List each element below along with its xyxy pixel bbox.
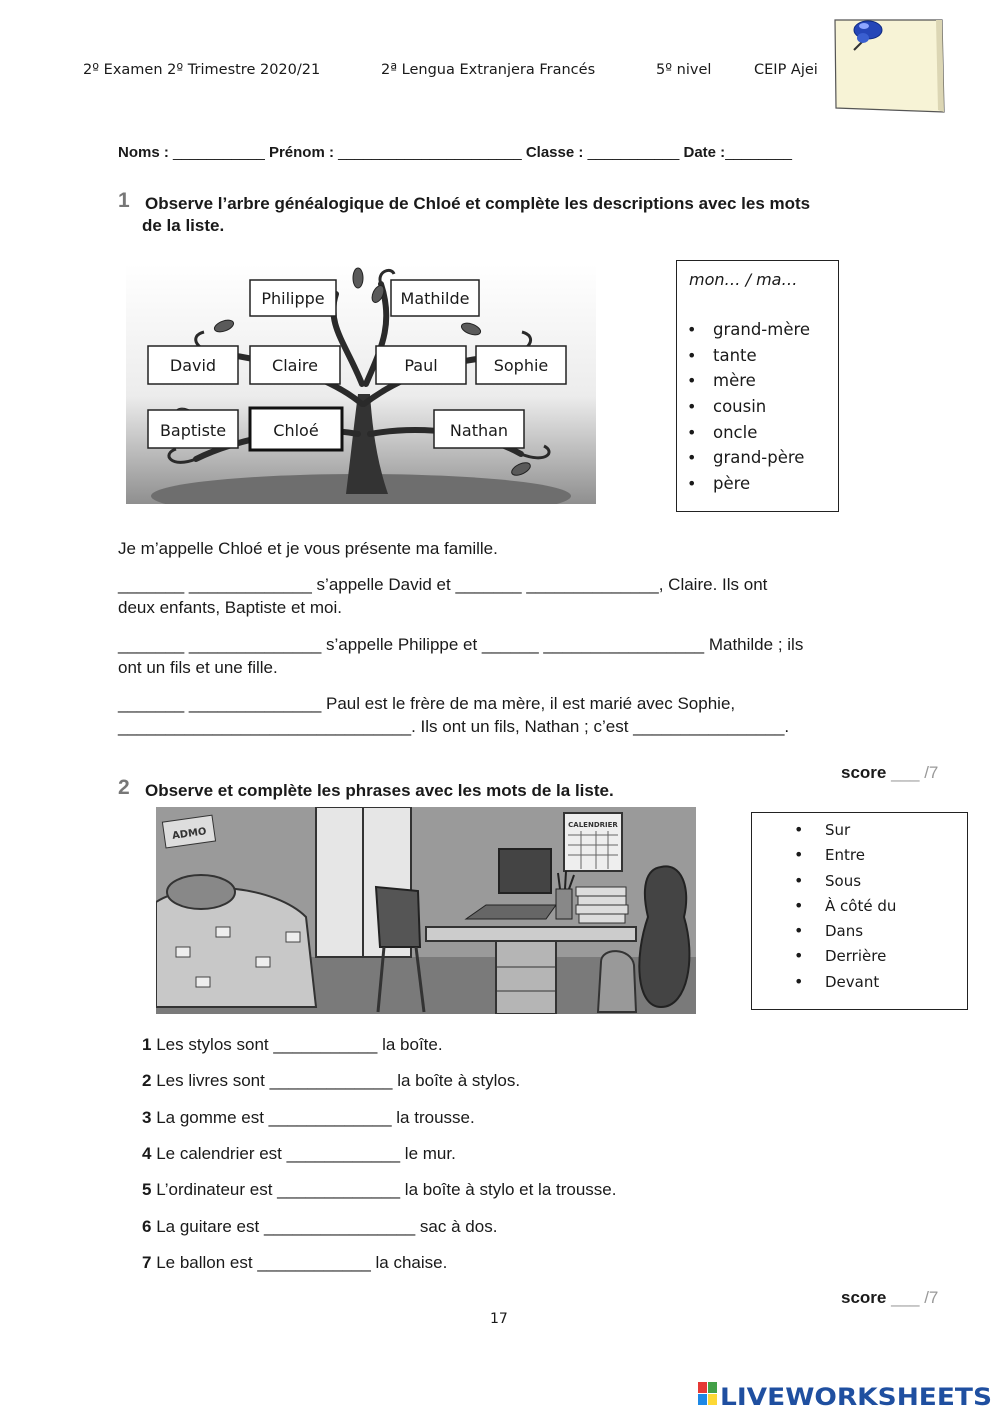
word-item: • Dans — [794, 922, 896, 947]
word-item: • Sous — [794, 872, 896, 897]
q2-sentence-5[interactable]: 5 L’ordinateur est _____________ la boîte à stylo et la trousse. — [142, 1180, 617, 1199]
family-word-box — [676, 260, 839, 512]
svg-text:Sophie: Sophie — [493, 356, 549, 375]
field-label-classe: Classe : — [525, 144, 584, 161]
q1-score-label: score — [841, 763, 887, 782]
field-label-noms: Noms : — [118, 144, 169, 161]
student-info-line — [118, 144, 792, 161]
word-item: • Entre — [794, 846, 896, 871]
q2-sentence-3[interactable]: 3 La gomme est _____________ la trousse. — [142, 1108, 475, 1127]
tree-box-paul — [376, 346, 466, 384]
q2-score-label: score — [841, 1288, 887, 1307]
field-classe[interactable]: ___________ — [587, 144, 680, 161]
svg-text:Claire: Claire — [272, 356, 318, 375]
word-item: • père — [687, 474, 810, 500]
word-item: • mère — [687, 371, 810, 397]
logo-text: LIVEWORKSHEETS — [720, 1383, 992, 1411]
tree-box-claire — [250, 346, 340, 384]
word-item: • Devant — [794, 973, 896, 998]
q1-paragraph-1[interactable] — [118, 573, 878, 619]
word-item: • Derrière — [794, 947, 896, 972]
q1-intro: Je m’appelle Chloé et je vous présente ma famille. — [118, 539, 498, 558]
q1-paragraph-2[interactable] — [118, 633, 878, 679]
word-item: • cousin — [687, 397, 810, 423]
q2-sentence-2[interactable]: 2 Les livres sont _____________ la boîte à stylos. — [142, 1071, 521, 1090]
svg-text:Philippe: Philippe — [261, 289, 325, 308]
tree-box-chloe — [250, 408, 342, 450]
field-noms[interactable]: ___________ — [173, 144, 265, 161]
q2-title: Observe et complète les phrases avec les mots de la liste. — [145, 781, 614, 800]
field-label-prenom: Prénom : — [268, 144, 334, 161]
q1-title-line2: de la liste. — [142, 216, 225, 235]
q2-sentence-7[interactable]: 7 Le ballon est ____________ la chaise. — [142, 1253, 448, 1272]
liveworksheets-logo[interactable] — [698, 1377, 994, 1411]
q2-sentence-1[interactable]: 1 Les stylos sont ___________ la boîte. — [142, 1035, 443, 1054]
q1-title-line1: Observe l’arbre généalogique de Chloé et complète les descriptions avec les mots — [145, 194, 811, 213]
q1-score-blank: ___ /7 — [891, 763, 939, 782]
svg-text:Chloé: Chloé — [273, 421, 319, 440]
q2-number: 2 — [118, 776, 130, 799]
word-item: • grand-mère — [687, 320, 810, 346]
family-tree-illustration — [126, 264, 596, 504]
tree-box-mathilde — [391, 280, 479, 316]
word-item: • grand-père — [687, 448, 810, 474]
q1-p3-line2: _______________________________. Ils ont un fils, Nathan ; c’est ________________. — [118, 717, 790, 736]
q1-p3-line1: _______ ______________ Paul est le frère de ma mère, il est marié avec Sophie, — [118, 694, 736, 713]
svg-text:David: David — [169, 356, 217, 375]
word-item: • tante — [687, 346, 810, 372]
q2-score[interactable] — [841, 1288, 938, 1308]
word-item: • oncle — [687, 423, 810, 449]
q1-p2-line1: _______ ______________ s’appelle Philippe et ______ _________________ Mathilde ; ils — [118, 635, 804, 654]
wall-sign-text: ADMO — [171, 826, 208, 842]
bedroom-illustration — [156, 807, 696, 1014]
q1-paragraph-3[interactable] — [118, 692, 878, 738]
field-prenom[interactable]: ______________________ — [338, 144, 522, 161]
svg-text:Nathan: Nathan — [449, 421, 509, 440]
q1-p2-line2: ont un fils et une fille. — [118, 658, 278, 677]
calendar-text: CALENDRIER — [568, 821, 618, 829]
word-item: • Sur — [794, 821, 896, 846]
tree-box-sophie — [476, 346, 566, 384]
q1-p1-line2: deux enfants, Baptiste et moi. — [118, 598, 342, 617]
page-number: 17 — [490, 1311, 508, 1327]
svg-text:Paul: Paul — [404, 356, 438, 375]
field-label-date: Date : — [683, 144, 726, 161]
q2-sentence-4[interactable]: 4 Le calendrier est ____________ le mur. — [142, 1144, 456, 1163]
header-level: 5º nivel — [656, 62, 712, 78]
header-school: CEIP Ajei — [754, 62, 818, 78]
header-exam: 2º Examen 2º Trimestre 2020/21 — [83, 62, 321, 78]
tree-box-philippe — [250, 280, 336, 316]
svg-text:Mathilde: Mathilde — [400, 289, 470, 308]
tree-box-nathan — [434, 410, 524, 448]
svg-text:Baptiste: Baptiste — [159, 421, 227, 440]
q1-score[interactable] — [841, 763, 938, 783]
word-box-title: mon… / ma… — [689, 270, 798, 289]
q1-p1-line1: _______ _____________ s’appelle David et _______ ______________, Claire. Ils ont — [118, 575, 768, 594]
preposition-word-box — [751, 812, 968, 1010]
tree-box-baptiste — [148, 410, 238, 448]
header-subject: 2ª Lengua Extranjera Francés — [381, 62, 596, 78]
word-item: • À côté du — [794, 897, 896, 922]
q2-sentence-6[interactable]: 6 La guitare est ________________ sac à dos. — [142, 1217, 498, 1236]
tree-box-david — [148, 346, 238, 384]
sticky-note-pin-icon — [832, 12, 946, 116]
q2-score-blank: ___ /7 — [891, 1288, 939, 1307]
q1-number: 1 — [118, 189, 130, 212]
field-date[interactable]: ________ — [725, 144, 792, 161]
